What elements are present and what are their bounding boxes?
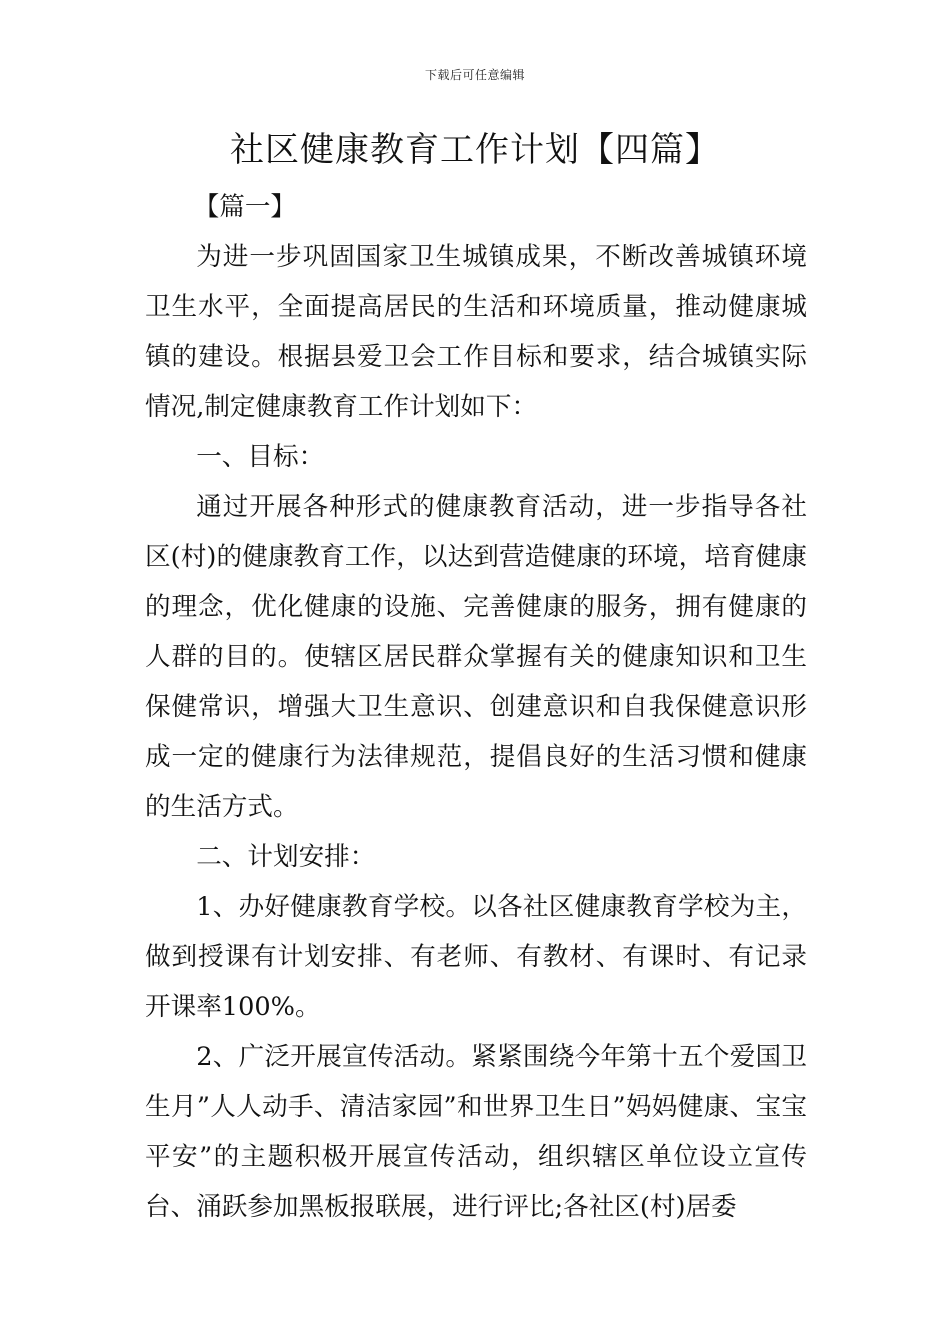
section-label: 【篇一】 xyxy=(193,192,297,222)
document-body xyxy=(145,182,807,1232)
paragraph-intro: 为进一步巩固国家卫生城镇成果，不断改善城镇环境卫生水平，全面提高居民的生活和环境质量，推动健康城镇的建设。根据县爱卫会工作目标和要求，结合城镇实际情况,制定健康教育工作计划如下： xyxy=(145,242,807,422)
heading-goal: 一、目标： xyxy=(196,442,325,472)
paragraph-plan-item-2: 2、广泛开展宣传活动。紧紧围绕今年第十五个爱国卫生月”人人动手、清洁家园”和世界卫生日”妈妈健康、宝宝平安”的主题积极开展宣传活动，组织辖区单位设立宣传台、涌跃参加黑板报联展，进行评比;各社区(村)居委 xyxy=(145,1042,807,1222)
heading-plan: 二、计划安排： xyxy=(196,842,376,872)
document-title: 社区健康教育工作计划【四篇】 xyxy=(230,130,720,170)
paragraph-goal: 通过开展各种形式的健康教育活动，进一步指导各社区(村)的健康教育工作，以达到营造健康的环境，培育健康的理念，优化健康的设施、完善健康的服务，拥有健康的人群的目的。使辖区居民群众掌握有关的健康知识和卫生保健常识，增强大卫生意识、创建意识和自我保健意识形成一定的健康行为法律规范，提倡良好的生活习惯和健康的生活方式。 xyxy=(145,492,807,822)
paragraph-plan-item-1: 1、办好健康教育学校。以各社区健康教育学校为主，做到授课有计划安排、有老师、有教材、有课时、有记录开课率100%。 xyxy=(145,892,807,1022)
header-note: 下载后可任意编辑 xyxy=(424,68,525,82)
